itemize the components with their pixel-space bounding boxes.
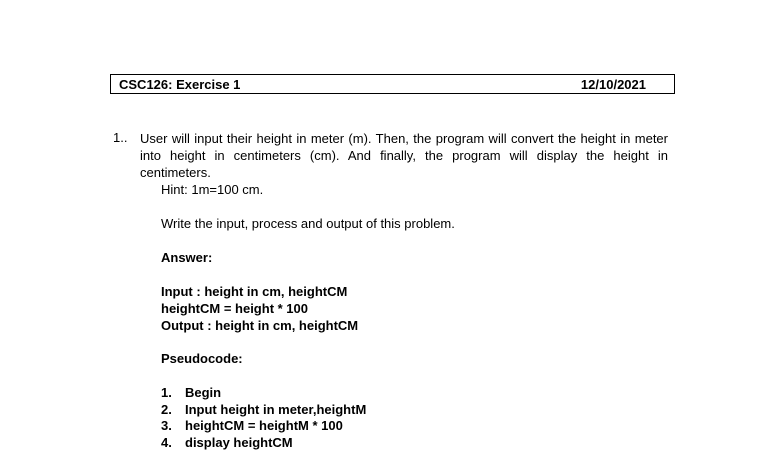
question-body: User will input their height in meter (m). Then, the program will convert the height in meter into height in centimeters (cm). And finally, the program will display the height in centimeters. (140, 131, 668, 180)
step-number: 1. (161, 385, 185, 402)
answer-output-line: Output : height in cm, heightCM (161, 317, 358, 334)
step-text: heightCM = heightM * 100 (185, 418, 343, 435)
header-date: 12/10/2021 (581, 77, 646, 92)
answer-process-line: heightCM = height * 100 (161, 300, 308, 317)
answer-input-line: Input : height in cm, heightCM (161, 283, 347, 300)
question-text (140, 130, 668, 181)
pseudocode-step (161, 435, 366, 451)
pseudocode-step (161, 418, 366, 435)
step-number: 3. (161, 418, 185, 435)
pseudocode-step (161, 385, 366, 402)
step-text: Begin (185, 385, 221, 402)
pseudocode-step (161, 402, 366, 419)
step-number: 4. (161, 435, 185, 451)
step-text: display heightCM (185, 435, 293, 451)
step-text: Input height in meter,heightM (185, 402, 366, 419)
pseudocode-steps (161, 385, 366, 451)
step-number: 2. (161, 402, 185, 419)
header-box (110, 74, 675, 94)
question-hint: Hint: 1m=100 cm. (161, 181, 263, 198)
course-exercise-title: CSC126: Exercise 1 (119, 77, 240, 92)
question-number: 1.. (113, 130, 127, 145)
pseudocode-label: Pseudocode: (161, 350, 243, 367)
answer-label: Answer: (161, 249, 212, 266)
question-instruction: Write the input, process and output of this problem. (161, 215, 455, 232)
